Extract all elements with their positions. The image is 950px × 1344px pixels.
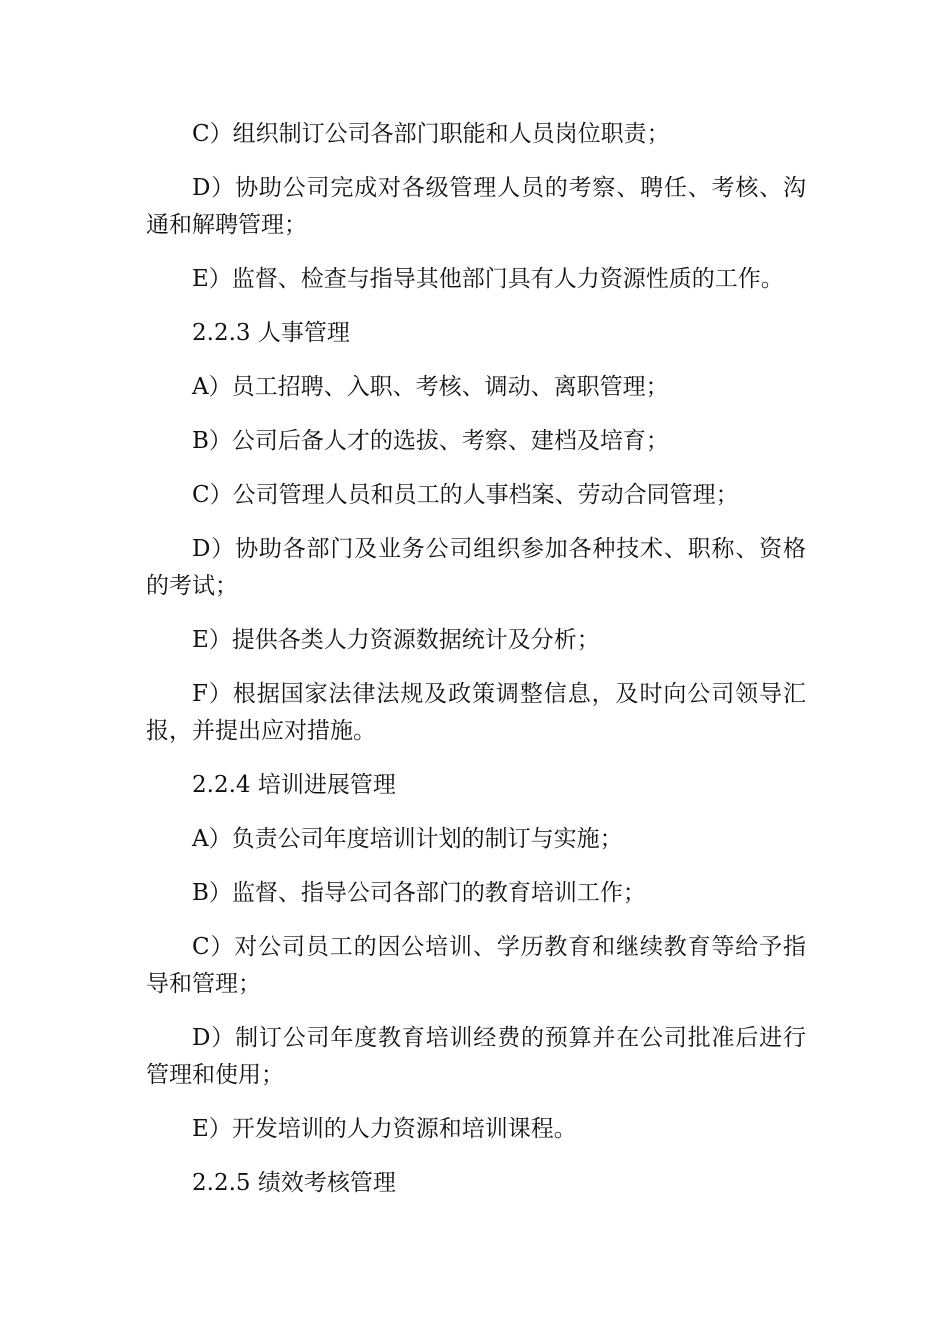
document-body [146, 116, 806, 1219]
list-item-supervise-hr: E）监督、检查与指导其他部门具有人力资源性质的工作。 [192, 266, 784, 292]
section-heading-training: 2.2.4 培训进展管理 [192, 772, 396, 798]
list-item-talent-reserve: B）公司后备人才的选拔、考察、建档及培育； [192, 428, 669, 454]
list-item-training-courses: E）开发培训的人力资源和培训课程。 [192, 1116, 577, 1142]
list-item-qualification-exams: D）协助各部门及业务公司组织参加各种技术、职称、资格的考试； [146, 536, 806, 599]
list-item-personnel-files: C）公司管理人员和员工的人事档案、劳动合同管理； [192, 482, 739, 508]
list-item-manager-assessment: D）协助公司完成对各级管理人员的考察、聘任、考核、沟通和解聘管理； [146, 175, 806, 238]
list-item-hr-statistics: E）提供各类人力资源数据统计及分析； [192, 627, 600, 653]
list-item-training-budget: D）制订公司年度教育培训经费的预算并在公司批准后进行管理和使用； [146, 1025, 806, 1088]
list-item-training-supervision: B）监督、指导公司各部门的教育培训工作； [192, 880, 646, 906]
list-item-recruitment: A）员工招聘、入职、考核、调动、离职管理； [192, 374, 669, 400]
list-item-policy-report: F）根据国家法律法规及政策调整信息，及时向公司领导汇报，并提出应对措施。 [146, 681, 806, 744]
section-heading-personnel: 2.2.3 人事管理 [192, 320, 350, 346]
list-item-org-duties: C）组织制订公司各部门职能和人员岗位职责； [192, 121, 670, 147]
list-item-staff-education: C）对公司员工的因公培训、学历教育和继续教育等给予指导和管理； [146, 934, 806, 997]
section-heading-performance: 2.2.5 绩效考核管理 [192, 1170, 396, 1196]
list-item-training-plan: A）负责公司年度培训计划的制订与实施； [192, 826, 623, 852]
